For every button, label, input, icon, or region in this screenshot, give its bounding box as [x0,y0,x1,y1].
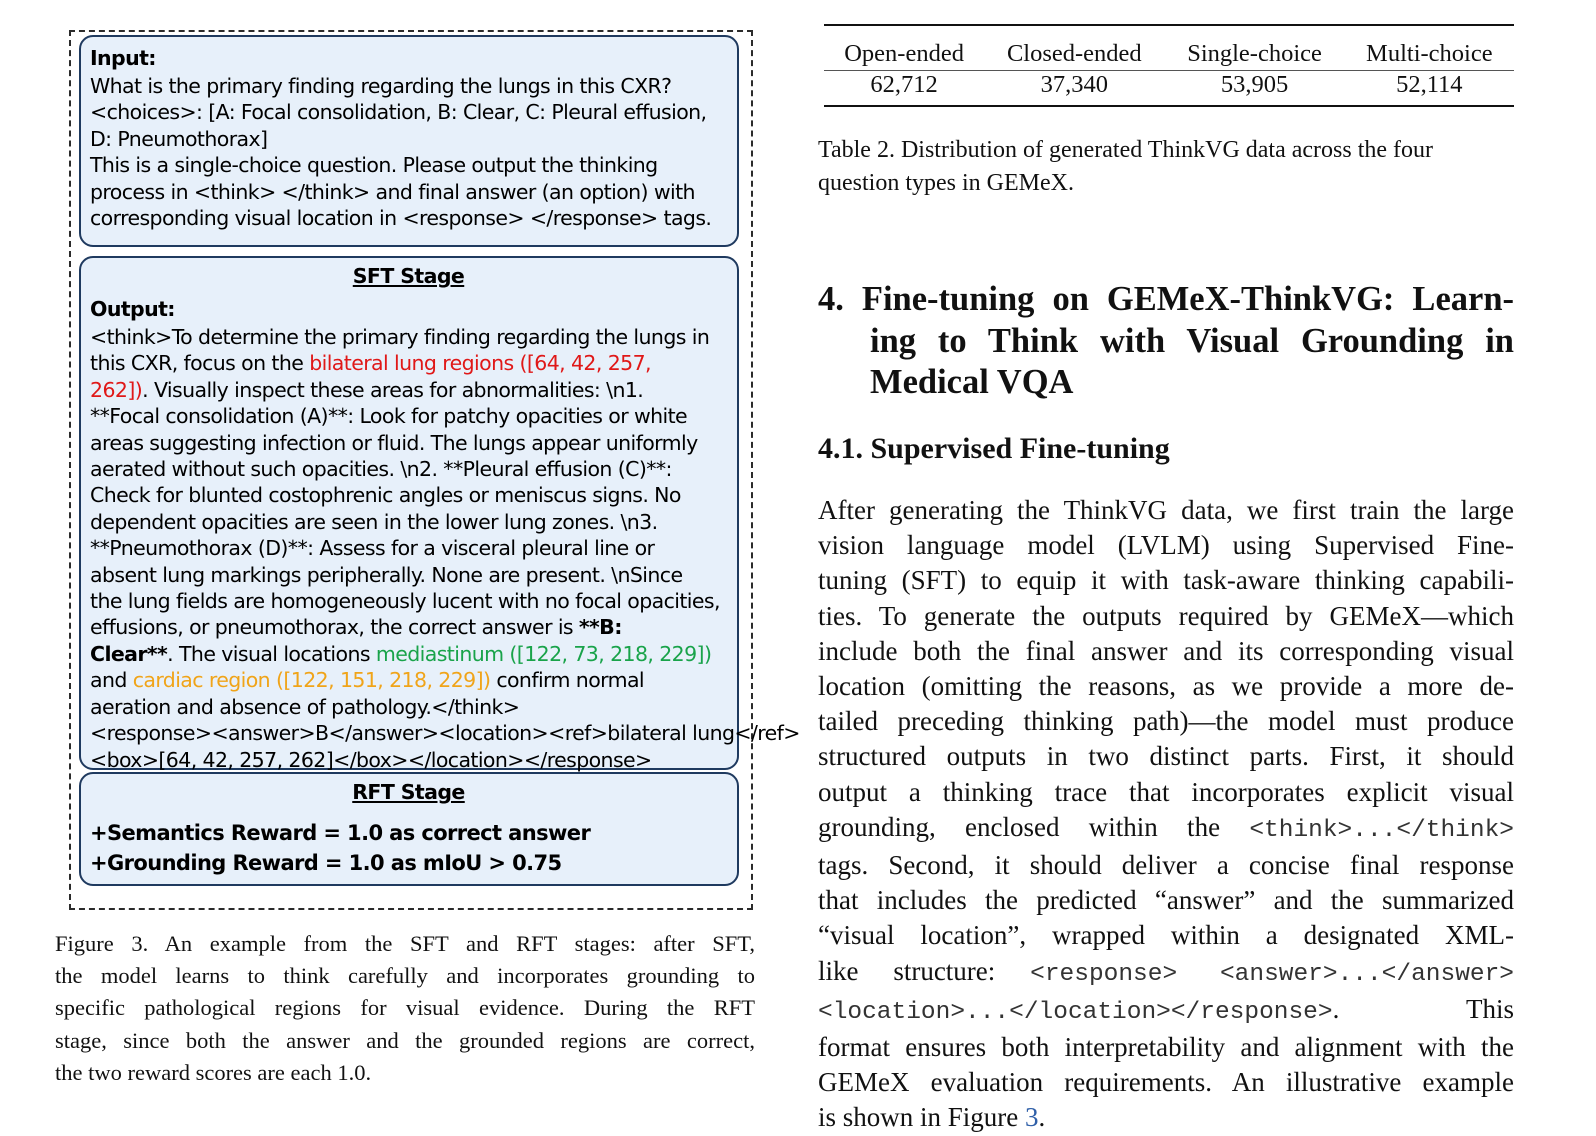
input-panel [79,35,739,247]
output-line: areas suggesting infection or fluid. The lungs appear uniformly [90,430,698,455]
body-line: “visual location”, wrapped within a designated XML- [818,920,1514,951]
output-line: <box>[64, 42, 257, 262]</box></location></response> [90,747,652,772]
reward-list [90,818,727,878]
response-tag-code: <response> <answer>...</answer> [1030,960,1515,988]
body-line: tuning (SFT) to equip it with task-aware thinking capabili- [818,565,1514,596]
output-line: dependent opacities are seen in the lower lung zones. \n3. [90,509,658,534]
body-line: location (omitting the reasons, as we provide a more de- [818,671,1514,702]
section-heading [818,279,1514,404]
body-line [818,992,1514,1030]
body-line [818,954,1514,992]
body-text [818,493,1514,1136]
figure-3-link[interactable]: 3 [1025,1102,1039,1133]
output-line: **Pneumothorax (D)**: Assess for a visceral pleural line or [90,536,655,561]
input-label: Input: [90,46,156,70]
output-line [90,641,727,667]
table-row [824,71,1514,107]
bilateral-lung-highlight-end: 262]) [90,377,143,402]
output-text: and [90,668,133,693]
output-line: aeration and absence of pathology.</think> [90,694,520,719]
rft-stage-panel [79,772,739,886]
body-line: After generating the ThinkVG data, we first train the large [818,495,1514,525]
output-line: absent lung markings peripherally. None are present. \nSince [90,562,683,587]
location-tag-code: <location>...</location></response> [818,998,1333,1026]
sft-stage-panel [79,256,800,772]
answer-bold: **B: [578,615,622,640]
answer-bold: Clear** [90,641,168,666]
subsection-heading: 4.1. Supervised Fine-tuning [818,432,1170,465]
caption-line: Figure 3. An example from the SFT and RFT stages: after SFT, [55,931,755,956]
body-line: tags. Second, it should deliver a concise final response [818,850,1514,881]
table-header-cell: Open-ended [824,25,984,71]
output-line [90,377,727,403]
table-caption-line: question types in GEMeX. [818,170,1074,196]
heading-line: Medical VQA [870,363,1074,401]
table-cell: 37,340 [1040,71,1108,98]
input-line: corresponding visual location in <response> </response> tags. [90,206,712,231]
table-cell: 53,905 [1220,71,1289,98]
output-line [90,614,727,640]
figure-3-frame [69,30,800,910]
caption-line: the two reward scores are each 1.0. [55,1059,372,1085]
output-text: . Visually inspect these areas for abnormalities: \n1. [142,377,644,402]
body-text-span: . [1038,1102,1046,1133]
output-line: the lung fields are homogeneously lucent with no focal opacities, [90,589,720,614]
sft-stage-title: SFT Stage [352,264,465,288]
output-line: Check for blunted costophrenic angles or meniscus signs. No [90,483,681,508]
output-line: <response><answer>B</answer><location><ref>bilateral lung</ref> [90,721,800,746]
body-line [818,810,1514,848]
caption-line: the model learns to think carefully and incorporates grounding to [55,963,755,989]
table-header-row [824,25,1514,71]
body-text-span: like structure: [818,955,1031,986]
grounding-reward: +Grounding Reward = 1.0 as mIoU > 0.75 [90,851,562,875]
semantics-reward: +Semantics Reward = 1.0 as correct answer [90,821,591,845]
output-text: this CXR, focus on the [90,351,310,376]
heading-line: ing to Think with Visual Grounding in [870,321,1514,360]
input-line: process in <think> </think> and final answer (an option) with [90,179,695,204]
body-line: that includes the predicted “answer” and the summarized [818,885,1514,916]
input-line: <choices>: [A: Focal consolidation, B: Clear, C: Pleural effusion, [90,100,707,125]
input-line: This is a single-choice question. Please output the thinking [90,153,658,178]
table-header-cell: Multi-choice [1345,25,1514,71]
heading-line: 4. Fine-tuning on GEMeX-ThinkVG: Learn- [818,280,1514,318]
body-line: GEMeX evaluation requirements. An illustrative example [818,1067,1514,1098]
body-text-span: . This [1332,993,1514,1024]
body-line: include both the final answer and its corresponding visual [818,635,1514,666]
mediastinum-highlight: mediastinum ([122, 73, 218, 229]) [375,641,712,666]
input-line: What is the primary finding regarding the lungs in this CXR? [90,74,672,98]
output-line: <think>To determine the primary finding regarding the lungs in [90,325,710,349]
table-cell: 52,114 [1396,71,1463,98]
think-tag-code: <think>...</think> [1249,816,1514,844]
output-text: confirm normal [490,668,645,693]
body-line: ties. To generate the outputs required by GEMeX—which [818,600,1514,631]
body-line: format ensures both interpretability and alignment with the [818,1032,1514,1063]
table-2 [824,24,1514,107]
caption-line: specific pathological regions for visual evidence. During the RFT [55,995,755,1021]
output-text: effusions, or pneumothorax, the correct answer is [90,615,579,640]
table-header-cell: Closed-ended [984,25,1164,71]
body-line [818,1100,1514,1135]
rft-stage-title: RFT Stage [352,780,465,804]
table-2-caption [818,134,1514,200]
output-line [90,350,727,376]
output-line [90,667,727,693]
output-text: . The visual locations [167,641,376,666]
output-label: Output: [90,297,175,321]
body-line: vision language model (LVLM) using Supervised Fine- [818,530,1514,561]
body-line: output a thinking trace that incorporates explicit visual [818,776,1514,807]
table-cell: 62,712 [870,71,938,98]
body-text-span: grounding, enclosed within the [818,811,1250,842]
body-text-span: is shown in Figure [818,1102,1026,1133]
output-line: aerated without such opacities. \n2. **Pleural effusion (C)**: [90,457,672,482]
body-line: structured outputs in two distinct parts. First, it should [818,741,1514,772]
table-header-cell: Single-choice [1164,25,1344,71]
figure-3-caption [55,928,755,1089]
cardiac-region-highlight: cardiac region ([122, 151, 218, 229]) [132,668,491,693]
bilateral-lung-highlight: bilateral lung regions ([64, 42, 257, [309,351,651,376]
caption-line: stage, since both the answer and the grounded regions are correct, [55,1027,755,1053]
input-line: D: Pneumothorax] [90,126,268,151]
table-caption-line: Table 2. Distribution of generated ThinkVG data across the four [818,137,1434,163]
output-line: **Focal consolidation (A)**: Look for patchy opacities or white [90,404,688,429]
body-line: tailed preceding thinking path)—the model must produce [818,706,1514,737]
